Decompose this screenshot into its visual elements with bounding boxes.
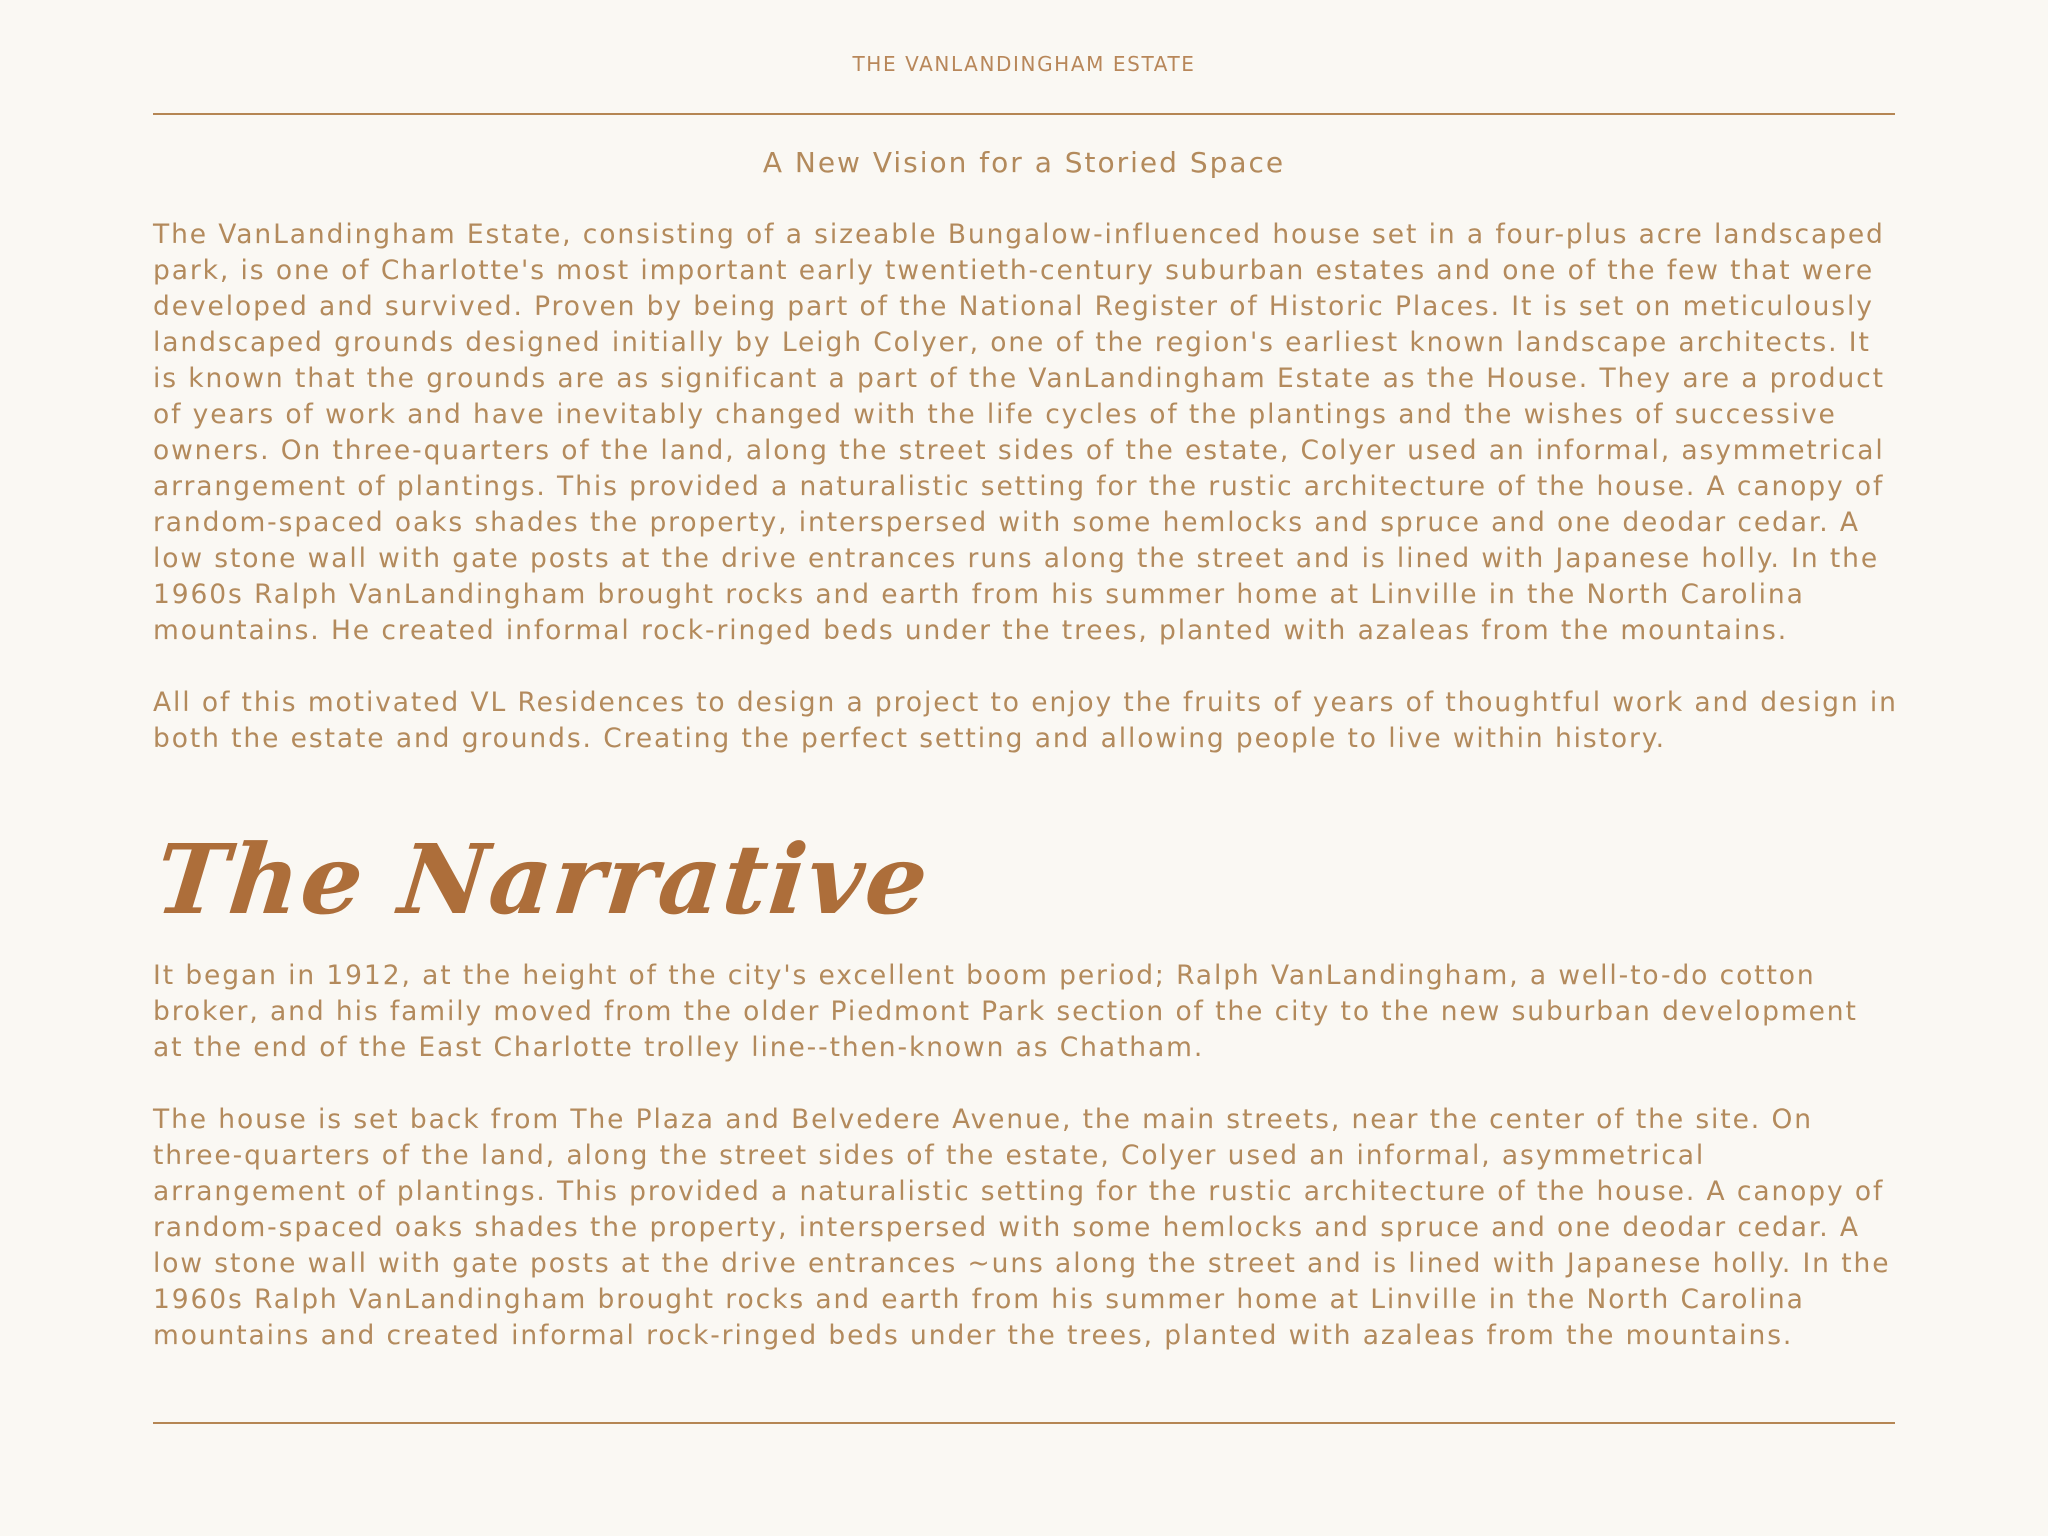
- narrative-heading: The Narrative: [150, 823, 936, 936]
- narrative-paragraph-2: The house is set back from The Plaza and Belvedere Avenue, the main streets, near the center of the site. On three-quarters of the land, along the street sides of the estate, Colyer used an informal, asymmetrical arrangement of plantings. This provided a naturalistic setting for the rustic architecture of the house. A canopy of random-spaced oaks shades the property, interspersed with some hemlocks and spruce and one deodar cedar. A low stone wall with gate posts at the drive entrances ~uns along the street and is lined with Japanese holly. In the 1960s Ralph VanLandingham brought rocks and earth from his summer home at Linville in the North Carolina mountains and created informal rock-ringed beds under the trees, planted with azaleas from the mountains.: [153, 1104, 1891, 1351]
- top-divider: [153, 113, 1895, 115]
- intro-paragraph-2: All of this motivated VL Residences to design a project to enjoy the fruits of years of thoughtful work and design in both the estate and grounds. Creating the perfect setting and allowing people to live within history.: [153, 687, 1898, 754]
- intro-paragraph-1: The VanLandingham Estate, consisting of a sizeable Bungalow-influenced house set in a four-plus acre landscaped park, is one of Charlotte's most important early twentieth-century suburban estates and one of the few that were developed and survived. Proven by being part of the National Register of Historic Places. It is set on meticulously landscaped grounds designed initially by Leigh Colyer, one of the region's earliest known landscape architects. It is known that the grounds are as significant a part of the VanLandingham Estate as the House. They are a product of years of work and have inevitably changed with the life cycles of the plantings and the wishes of successive owners. On three-quarters of the land, along the street sides of the estate, Colyer used an informal, asymmetrical arrangement of plantings. This provided a naturalistic setting for the rustic architecture of the house. A canopy of random-spaced oaks shades the property, interspersed with some hemlocks and spruce and one deodar cedar. A low stone wall with gate posts at the drive entrances runs along the street and is lined with Japanese holly. In the 1960s Ralph VanLandingham brought rocks and earth from his summer home at Linville in the North Carolina mountains. He created informal rock-ringed beds under the trees, planted with azaleas from the mountains.: [153, 219, 1885, 646]
- page-header: THE VANLANDINGHAM ESTATE: [852, 52, 1196, 76]
- intro-subtitle: A New Vision for a Storied Space: [762, 146, 1286, 179]
- narrative-paragraph-1: It began in 1912, at the height of the city's excellent boom period; Ralph VanLandingham, a well-to-do cotton broker, and his family moved from the older Piedmont Park section of the city to the new suburban development at the end of the East Charlotte trolley line--then-known as Chatham.: [153, 960, 1858, 1063]
- bottom-divider: [153, 1422, 1895, 1424]
